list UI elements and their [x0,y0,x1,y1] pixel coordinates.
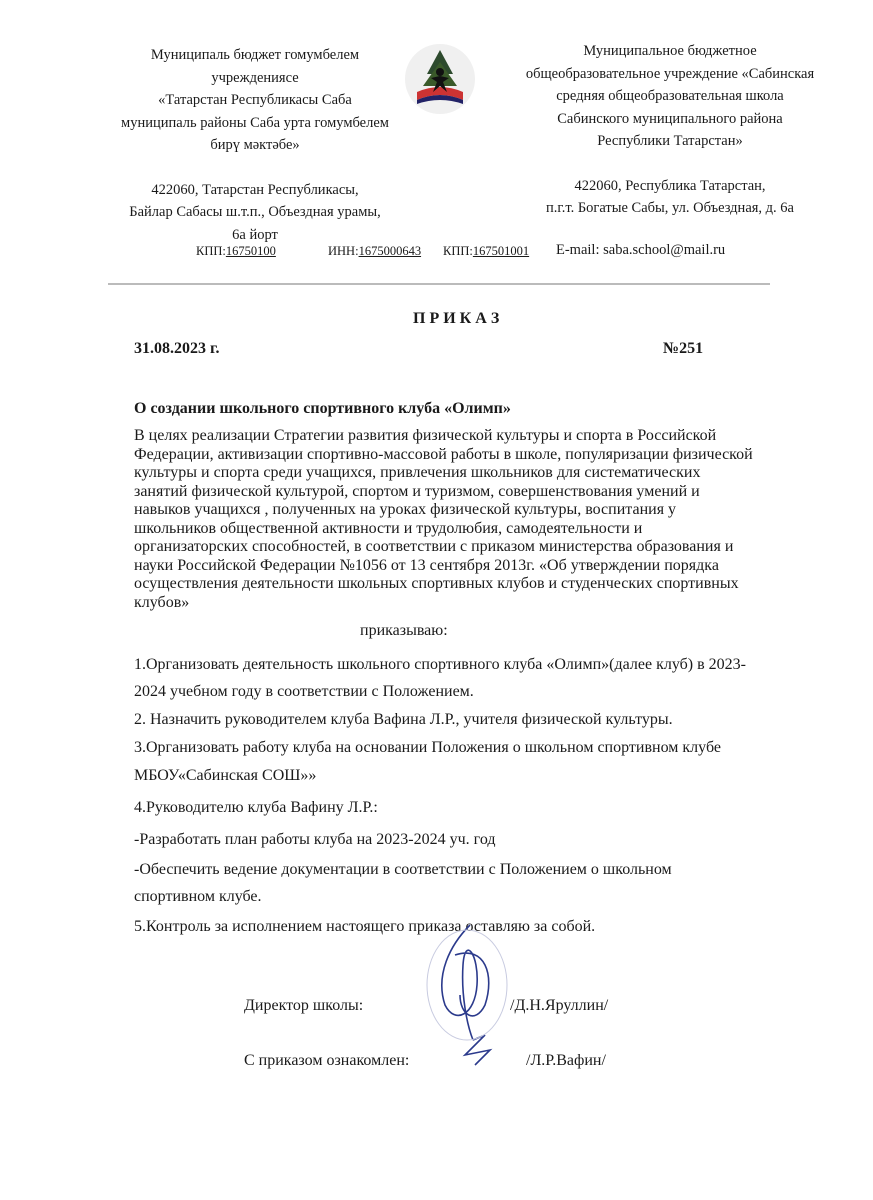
order-item: 5.Контроль за исполнением настоящего приказа оставляю за собой. [134,918,596,935]
header-right [500,40,840,220]
inn-label: ИНН: [328,244,359,258]
header-right-line: общеобразовательное учреждение «Сабинская [525,65,815,82]
order-item: МБОУ«Сабинская СОШ»» [134,767,317,784]
order-subject: О создании школьного спортивного клуба «Олимп» [134,400,511,417]
header-left-address-line: Байлар Сабасы ш.т.п., Объездная урамы, [129,204,381,220]
inn-value: 1675000643 [358,244,422,258]
order-item: 4.Руководителю клуба Вафину Л.Р.: [134,799,378,816]
preamble-line: занятий физической культурой, спортом и туризмом, совершенствования умений и [134,482,700,500]
kpp1-label: КПП: [196,244,226,258]
kpp2-value: 167501001 [472,244,530,258]
inn [328,244,421,259]
order-title: П Р И К А З [413,310,500,327]
director-label: Директор школы: [244,997,364,1014]
order-item: 2024 учебном году в соответствии с Положением. [134,683,474,700]
preamble-line: В целях реализации Стратегии развития физической культуры и спорта в Российской [134,427,717,444]
preamble-line: Федерации, активизации спортивно-массовой работы в школе, популяризации физической [134,445,753,463]
orders-word: приказываю: [360,622,448,639]
order-item: спортивном клубе. [134,888,262,905]
school-emblem-logo [405,44,475,114]
header-left-address-line: 422060, Татарстан Республикасы, [151,181,359,198]
order-date: 31.08.2023 г. [134,340,220,357]
order-number: №251 [663,340,704,357]
order-item: 3.Организовать работу клуба на основании Положения о школьном спортивном клубе [134,739,721,756]
handwritten-signature [415,915,525,1075]
header-left-line: Муниципаль бюджет гомумбелем [150,47,360,63]
preamble-line: навыков учащихся , полученных на уроках физической культуры, воспитания у [134,501,677,518]
email: E-mail: saba.school@mail.ru [556,242,726,258]
header-left-line: бирү мәктәбе» [210,137,300,153]
preamble-line: культуры и спорта среди учащихся, привлечения школьников для систематических [134,464,701,481]
header-right-address-line: п.г.т. Богатые Сабы, ул. Объездная, д. 6а [546,200,794,216]
header-left-line: муниципаль районы Саба урта гомумбелем [121,114,389,131]
header-left-line: «Татарстан Республикасы Саба [158,92,352,108]
preamble-line: осуществления деятельности школьных спортивных клубов и студенческих спортивных [134,575,739,592]
header-right-line: Сабинского муниципального района [557,110,783,127]
order-item: -Разработать план работы клуба на 2023-2024 уч. год [134,831,496,848]
kpp1 [196,244,276,259]
kpp2-label: КПП: [443,244,473,258]
preamble-line: клубов» [134,593,190,611]
preamble-line: науки Российской Федерации №1056 от 13 сентября 2013г. «Об утверждении порядка [134,556,719,574]
header-right-address-line: 422060, Республика Татарстан, [574,177,766,194]
order-item: 1.Организовать деятельность школьного спортивного клуба «Олимп»(далее клуб) в 2023- [134,656,746,673]
order-item: 2. Назначить руководителем клуба Вафина Л.Р., учителя физической культуры. [134,711,673,728]
acknowledged-label: С приказом ознакомлен: [244,1052,410,1069]
header-left-line: учреждениясе [211,69,299,86]
header-divider [108,283,770,285]
kpp2 [443,244,529,259]
header-right-line: средняя общеобразовательная школа [556,88,784,104]
director-name: /Д.Н.Яруллин/ [510,997,609,1014]
header-right-line: Муниципальное бюджетное [583,43,757,59]
preamble-line: школьников общественной активности и трудолюбия, самодеятельности и [134,519,643,537]
header-right-line: Республики Татарстан» [597,133,743,149]
kpp1-value: 16750100 [225,244,276,258]
order-item: -Обеспечить ведение документации в соответствии с Положением о школьном [134,861,672,878]
header-left [90,44,420,246]
acknowledged-name: /Л.Р.Вафин/ [526,1052,606,1069]
header-left-address-line: 6а йорт [232,226,278,243]
preamble-line: организаторских способностей, в соответствии с приказом министерства образования и [134,538,734,555]
